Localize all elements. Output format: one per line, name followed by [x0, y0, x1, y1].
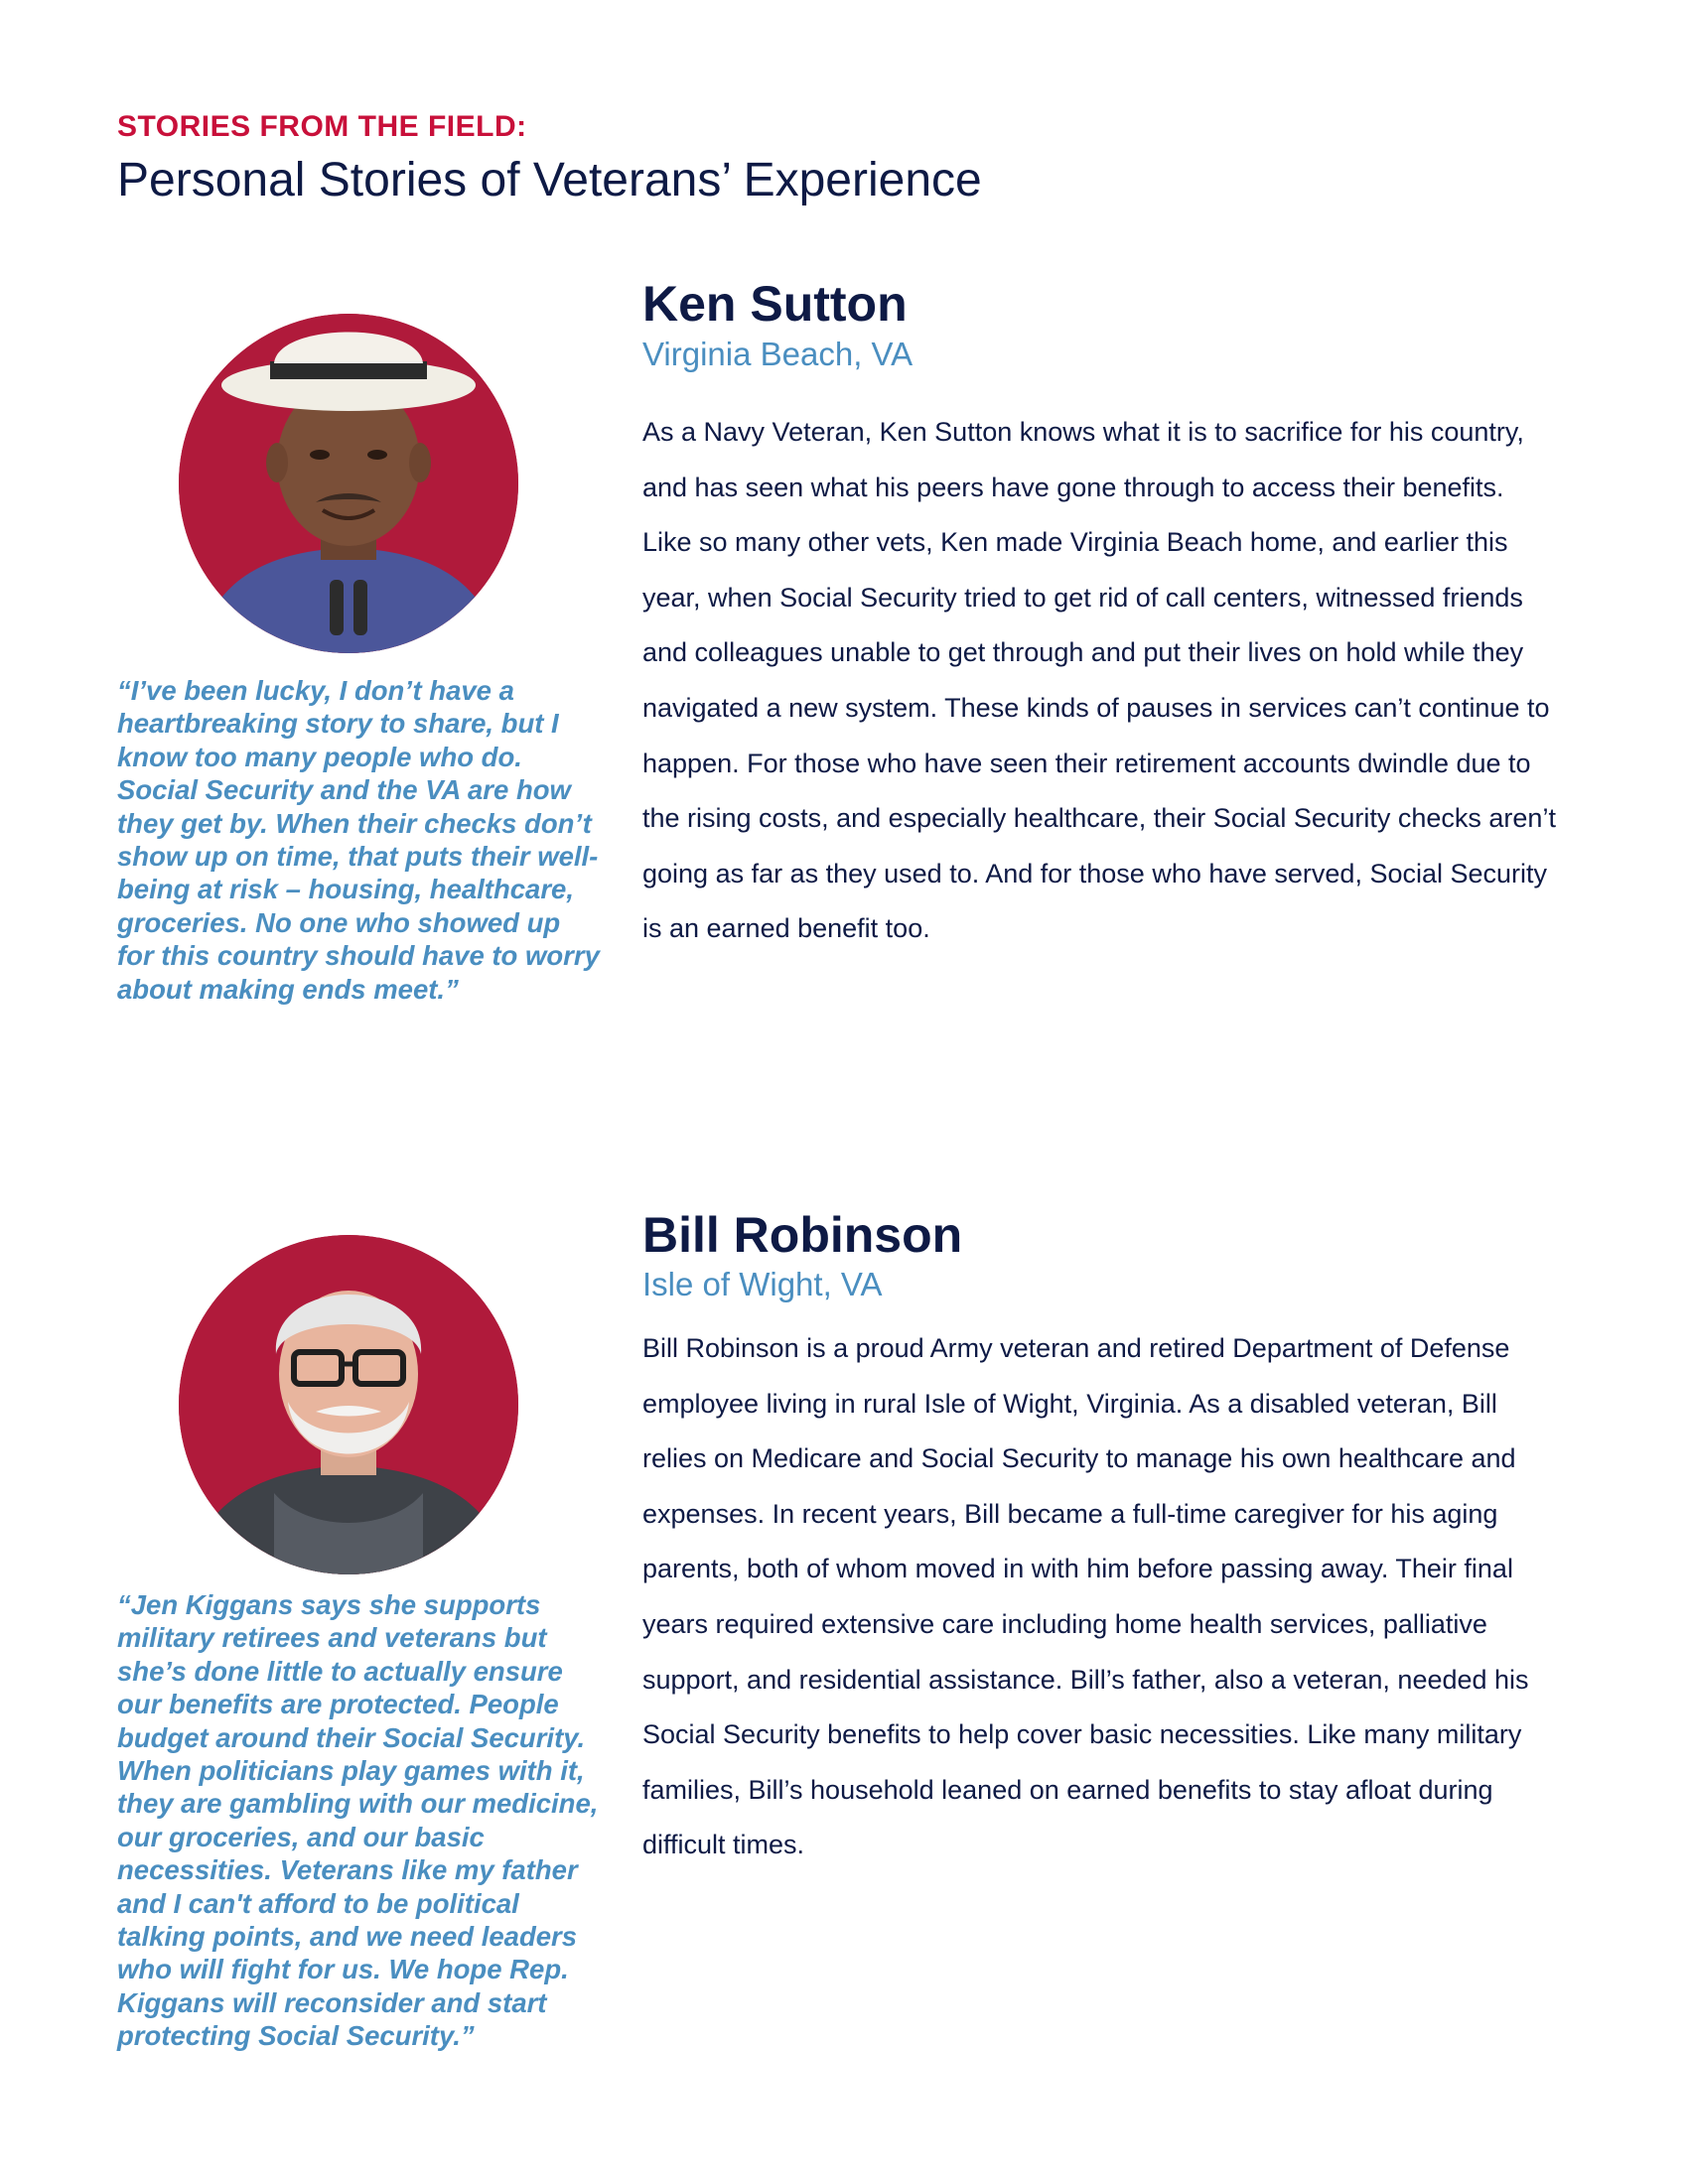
- story-quote: “I’ve been lucky, I don’t have a heartbreaking story to share, but I know too many people who do. Social Security and the VA are how they get by. When their checks don’t show up on time, that puts their well-being at risk – housing, healthcare, groceries. No one who showed up for this country should have to worry about making ends meet.”: [117, 675, 600, 1005]
- story-name: Bill Robinson: [642, 1207, 963, 1263]
- ken-sutton-photo: [179, 314, 518, 653]
- story-bio: Bill Robinson is a proud Army veteran and retired Department of Defense employee living in rural Isle of Wight, Virginia. As a disabled veteran, Bill relies on Medicare and Social Security to manage his own healthcare and expenses. In recent years, Bill became a full-time caregiver for his aging parents, both of whom moved in with him before passing away. Their final years required extensive care including home health services, palliative support, and residential assistance. Bill’s father, also a veteran, needed his Social Security benefits to help cover basic necessities. Like many military families, Bill’s household leaned on earned benefits to stay afloat during difficult times.: [642, 1333, 1529, 1860]
- story-quote: “Jen Kiggans says she supports military retirees and veterans but she’s done little to actually ensure our benefits are protected. People budget around their Social Security. When politicians play games with it, they are gambling with our medicine, our groceries, and our basic necessities. Veterans like my father and I can't afford to be political talking points, and we need leaders who will fight for us. We hope Rep. Kiggans will reconsider and start protecting Social Security.”: [117, 1589, 599, 2052]
- story-name: Ken Sutton: [642, 276, 908, 332]
- story-location: Isle of Wight, VA: [642, 1266, 883, 1302]
- bill-robinson-photo: [179, 1235, 518, 1574]
- story-bio: As a Navy Veteran, Ken Sutton knows what it is to sacrifice for his country, and has seen what his peers have gone through to access their benefits. Like so many other vets, Ken made Virginia Beach home, and earlier this year, when Social Security tried to get rid of call centers, witnessed friends and colleagues unable to get through and put their lives on hold while they navigated a new system. These kinds of pauses in services can’t continue to happen. For those who have seen their retirement accounts dwindle due to the rising costs, and especially healthcare, their Social Security checks aren’t going as far as they used to. And for those who have served, Social Security is an earned benefit too.: [642, 417, 1556, 944]
- section-eyebrow: STORIES FROM THE FIELD:: [117, 110, 527, 143]
- portrait-photo: [179, 1235, 518, 1574]
- story-location: Virginia Beach, VA: [642, 336, 914, 372]
- portrait-photo: [179, 314, 518, 653]
- page-title: Personal Stories of Veterans’ Experience: [117, 154, 982, 206]
